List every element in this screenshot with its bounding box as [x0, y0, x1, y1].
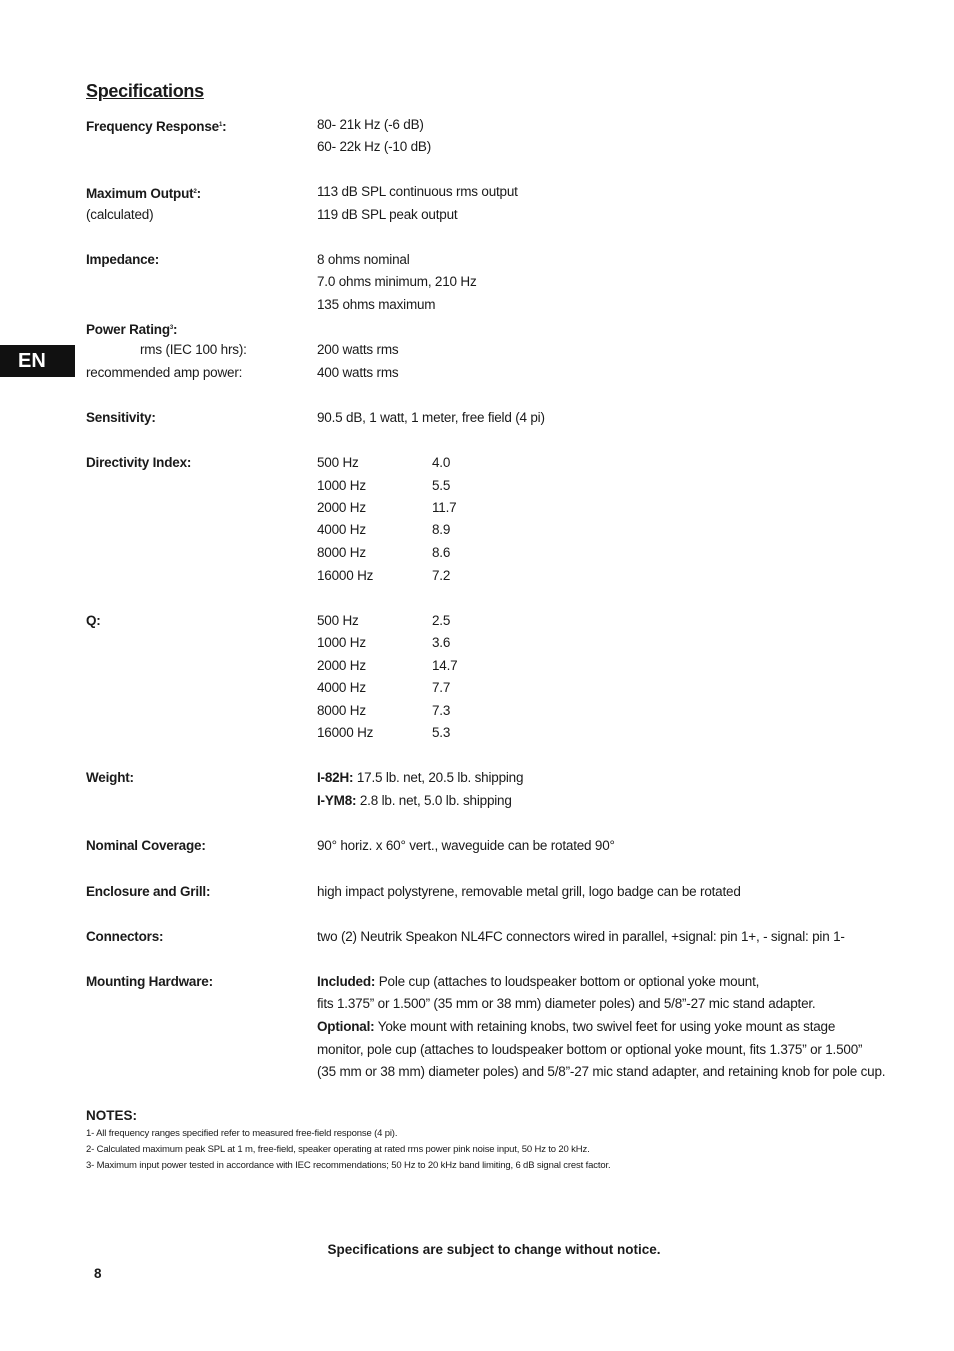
spec-value: 135 ohms maximum	[317, 297, 436, 312]
spec-value: 7.0 ohms minimum, 210 Hz	[317, 274, 477, 289]
note-2: 2- Calculated maximum peak SPL at 1 m, free-field, speaker operating at rated rms power pink noise input, 50 Hz to 20 kHz.	[86, 1144, 590, 1155]
spec-row	[0, 1039, 954, 1061]
spec-label: Enclosure and Grill:	[86, 884, 211, 899]
q-value: 14.7	[432, 658, 458, 673]
spec-frequency-response	[0, 114, 954, 136]
spec-value: fits 1.375” or 1.500” (35 mm or 38 mm) diameter poles) and 5/8”-27 mic stand adapter.	[317, 996, 816, 1011]
spec-power-rating	[0, 317, 954, 339]
spec-value: 90.5 dB, 1 watt, 1 meter, free field (4 pi)	[317, 410, 545, 425]
note-3: 3- Maximum input power tested in accordance with IEC recommendations; 50 Hz to 20 kHz band limiting, 6 dB signal crest factor.	[86, 1160, 611, 1171]
spec-row	[0, 700, 954, 722]
spec-row	[0, 1016, 954, 1038]
q-frequency: 16000 Hz	[317, 725, 374, 740]
spec-value: two (2) Neutrik Speakon NL4FC connectors wired in parallel, +signal: pin 1+, - signal: pin 1-	[317, 929, 845, 944]
spec-nominal-coverage	[0, 835, 954, 857]
di-frequency: 8000 Hz	[317, 545, 366, 560]
di-value: 8.6	[432, 545, 451, 560]
di-frequency: 4000 Hz	[317, 522, 366, 537]
spec-value: high impact polystyrene, removable metal grill, logo badge can be rotated	[317, 884, 741, 899]
di-frequency: 16000 Hz	[317, 568, 374, 583]
spec-row	[0, 204, 954, 226]
q-frequency: 500 Hz	[317, 613, 359, 628]
spec-label: Weight:	[86, 770, 134, 785]
q-value: 3.6	[432, 635, 451, 650]
spec-value: 200 watts rms	[317, 342, 399, 357]
di-frequency: 2000 Hz	[317, 500, 366, 515]
spec-value: Optional: Yoke mount with retaining knobs, two swivel feet for using yoke mount as stage	[317, 1019, 836, 1034]
spec-label: Q:	[86, 613, 101, 628]
q-frequency: 4000 Hz	[317, 680, 366, 695]
spec-label: Connectors:	[86, 929, 164, 944]
spec-value: monitor, pole cup (attaches to loudspeaker bottom or optional yoke mount, fits 1.375” or 1.500”	[317, 1042, 863, 1057]
spec-row	[0, 677, 954, 699]
spec-sublabel: recommended amp power:	[86, 365, 243, 380]
spec-impedance	[0, 249, 954, 271]
page-number: 8	[94, 1266, 102, 1281]
spec-value: I-82H: 17.5 lb. net, 20.5 lb. shipping	[317, 770, 524, 785]
q-value: 7.7	[432, 680, 451, 695]
spec-row	[0, 542, 954, 564]
spec-label: Sensitivity:	[86, 410, 156, 425]
q-frequency: 8000 Hz	[317, 703, 366, 718]
di-frequency: 500 Hz	[317, 455, 359, 470]
spec-maximum-output	[0, 181, 954, 203]
spec-label: Directivity Index:	[86, 455, 192, 470]
spec-value: Included: Pole cup (attaches to loudspeaker bottom or optional yoke mount,	[317, 974, 760, 989]
di-frequency: 1000 Hz	[317, 478, 366, 493]
spec-row	[0, 722, 954, 744]
spec-row	[0, 497, 954, 519]
q-frequency: 2000 Hz	[317, 658, 366, 673]
spec-label: Frequency Response$^1$:	[86, 119, 227, 134]
spec-row	[0, 655, 954, 677]
spec-q	[0, 610, 954, 632]
spec-label: Maximum Output$^2$:	[86, 186, 201, 201]
spec-row	[0, 294, 954, 316]
spec-row	[0, 339, 954, 361]
di-value: 7.2	[432, 568, 451, 583]
spec-weight	[0, 767, 954, 789]
spec-value: 400 watts rms	[317, 365, 399, 380]
di-value: 5.5	[432, 478, 451, 493]
spec-value: 119 dB SPL peak output	[317, 207, 458, 222]
q-frequency: 1000 Hz	[317, 635, 366, 650]
spec-label: Mounting Hardware:	[86, 974, 213, 989]
spec-label: Power Rating$^3$:	[86, 322, 178, 337]
spec-sensitivity	[0, 407, 954, 429]
spec-row	[0, 632, 954, 654]
spec-row	[0, 271, 954, 293]
spec-value: 8 ohms nominal	[317, 252, 410, 267]
spec-mounting-hardware	[0, 971, 954, 993]
note-1: 1- All frequency ranges specified refer to measured free-field response (4 pi).	[86, 1128, 398, 1139]
spec-sublabel: (calculated)	[86, 207, 154, 222]
spec-row	[0, 993, 954, 1015]
spec-directivity-index	[0, 452, 954, 474]
spec-row	[0, 565, 954, 587]
disclaimer: Specifications are subject to change without notice.	[327, 1242, 661, 1257]
spec-value: 80- 21k Hz (-6 dB)	[317, 117, 424, 132]
spec-label: Impedance:	[86, 252, 160, 267]
q-value: 2.5	[432, 613, 451, 628]
di-value: 8.9	[432, 522, 451, 537]
language-tab: EN	[0, 345, 75, 377]
spec-connectors	[0, 926, 954, 948]
notes-title: NOTES:	[86, 1108, 138, 1123]
q-value: 7.3	[432, 703, 451, 718]
spec-row	[0, 790, 954, 812]
spec-enclosure	[0, 881, 954, 903]
di-value: 4.0	[432, 455, 451, 470]
spec-row	[0, 519, 954, 541]
spec-row	[0, 362, 954, 384]
spec-row	[0, 1061, 954, 1083]
di-value: 11.7	[432, 500, 457, 515]
page-title: Specifications	[86, 81, 204, 101]
spec-row	[0, 475, 954, 497]
spec-value: 60- 22k Hz (-10 dB)	[317, 139, 431, 154]
spec-sublabel: rms (IEC 100 hrs):	[140, 342, 247, 357]
spec-label: Nominal Coverage:	[86, 838, 206, 853]
spec-value: (35 mm or 38 mm) diameter poles) and 5/8”-27 mic stand adapter, and retaining knob for pole cup.	[317, 1064, 886, 1079]
q-value: 5.3	[432, 725, 451, 740]
spec-value: 90° horiz. x 60° vert., waveguide can be rotated 90°	[317, 838, 615, 853]
spec-value: I-YM8: 2.8 lb. net, 5.0 lb. shipping	[317, 793, 512, 808]
spec-value: 113 dB SPL continuous rms output	[317, 184, 518, 199]
spec-row	[0, 136, 954, 158]
